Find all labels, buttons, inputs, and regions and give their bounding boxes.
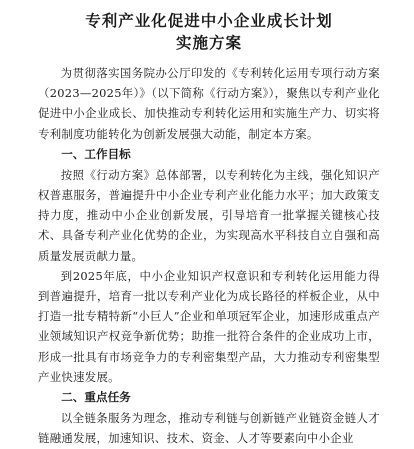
document-title-line1: 专利产业化促进中小企业成长计划: [85, 11, 333, 30]
section2-heading: 二、重点任务: [61, 390, 131, 405]
section1-paragraph1: 按照《行动方案》总体部署，以专利转化为主线，强化知识产权普惠服务，普遍提升中小企业专利产业化能力水平；加大政策支持力度，推动中小企业创新发展，引导培育一批掌握关键核心技术、具备专利产业化优势的企业，为实现高水平科技自立自强和高质量发展贡献力量。: [38, 167, 380, 263]
section2-paragraph1: 以全链条服务为理念，推动专利链与创新链产业链资金链人才链融通发展，加速知识、技术、资金、人才等要素向中小企业: [38, 411, 380, 446]
section1-paragraph2: 到2025年底，中小企业知识产权意识和专利转化运用能力得到普遍提升，培育一批以专利产业化为成长路径的样板企业，从中打造一批专精特新“小巨人”企业和单项冠军企业，加速形成重点产业领域知识产权竞争新优势；助推一批符合条件的企业成功上市，形成一批具有市场竞争力的专利密集型产品，大力推动专利密集型产业快速发展。: [38, 268, 380, 384]
document-title-line2: 实施方案: [175, 33, 242, 52]
intro-paragraph: 为贯彻落实国务院办公厅印发的《专利转化运用专项行动方案（2023—2025年）》（以下简称《行动方案》），聚焦以专利产业化促进中小企业成长、加快推动专利转化运用和实施生产力、切实将专利制度功能转化为创新发展强大动能，制定本方案。: [38, 66, 380, 141]
section1-heading: 一、工作目标: [61, 146, 131, 161]
